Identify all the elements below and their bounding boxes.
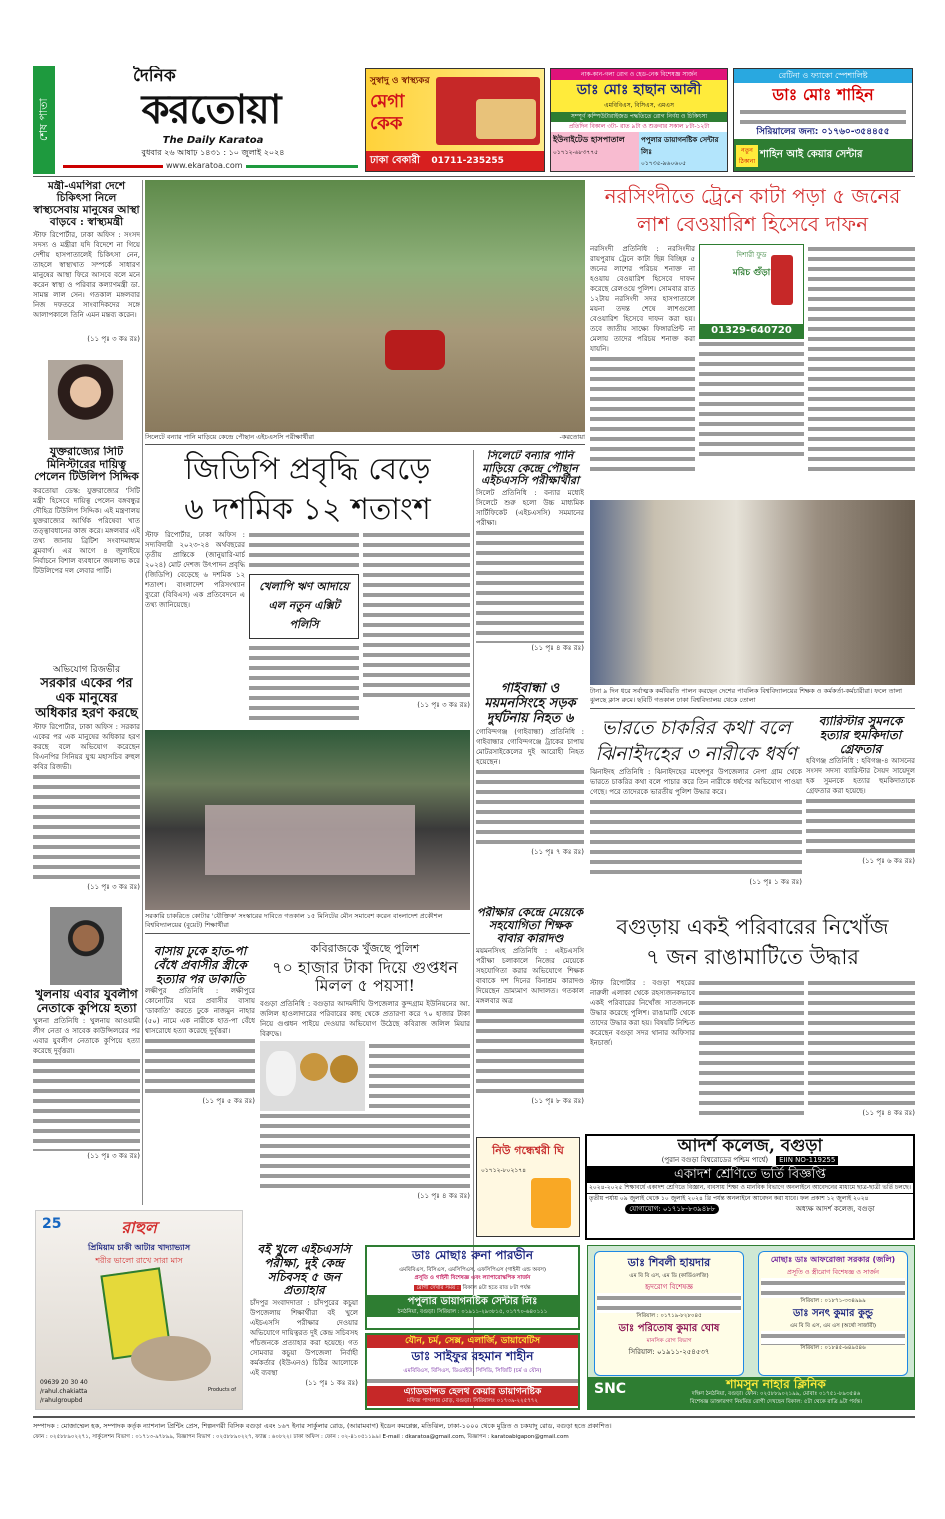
ad-shamsun-nahar-clinic [587,1245,915,1410]
story-body: সিলেট প্রতিনিধি : বন্যার মধ্যেই সিলেটে শুরু হলো উচ্চ মাধ্যমিক সার্টিফিকেট (এইচএসসি) সমমানের পরীক্ষা। [476,488,584,527]
eiin-number: EIIN NO-119255 [776,1156,838,1165]
center-name: পপুলার ডায়াগনষ্টিক সেন্টার লিঃ [367,1295,578,1309]
headline: বাসায় ঢুকে হাত-পা বেঁধে প্রবাসীর স্ত্রীকে হত্যার পর ডাকাতি [153,945,247,986]
contact-phone: যোগাযোগ: ০১৭১৮-৮৩৯৪৮৮ [625,1204,719,1214]
doctor-name: ডাঃ মোছাঃ রুনা পারভীন [411,1248,534,1262]
story-jhenaidah[interactable] [590,715,802,905]
clinic-address: দক্ষিণ ঠনঠনিয়া, বগুড়া। ফোন: ০২৫৮৮৯০২১৯৯, মোবাঃ ০১৭৫১-৮৯৩৫৪৬ [691,1391,861,1397]
caption-text: সিলেটে বন্যার পানি মাড়িয়ে কেন্দ্রে পৌছান এইচএসসি পরীক্ষার্থীরা [145,433,314,441]
ad-time: প্রতিদিন বিকাল ৩টা- রাত ৯টা ও শুক্রবার সকাল ৮টা-১২টা [568,123,710,130]
doctor-degrees: এমবিবিএস, বিসিএস, ডিএমইউ, সিসিডি, সিজিটি (চর্ম ও যৌন) [403,1368,542,1374]
story-body: নরসিংদী প্রতিনিধি : নরসিংদীর রায়পুরায় ট্রেনে কাটা ছিন্ন বিচ্ছিন্ন ৫ জনের লাশের পরিচয় শনাক্ত না হওয়ায় বেওয়ারিশ হিসেবে দাফন করেছে রেলওয়ে পুলিশ। সোমবার রাত ১২টায় নরসিংদী সদর হাসপাতালে ময়না তদন্ত শেষে লাশগুলো বেওয়ারিশ হিসেবে দাফন করা হয়। তবে জাতীয় সাক্ষ্যে ফিঙ্গারপ্রিন্ট না মেলায় তাদের পরিচয় শনাক্ত করা যায়নি। [590,245,695,353]
story-robbery[interactable] [145,945,255,1150]
story-bogura-family[interactable] [590,912,915,1132]
ad-brand: রাহুল [121,1218,157,1237]
ad-product: মেগা কেক [370,91,405,134]
kicker: কবিরাজকে খুঁজছে পুলিশ [310,942,420,955]
hospital-phone: ০১৭১২-৬৮৩৭৭৫ [553,149,599,156]
protest-photo-caption [145,912,470,934]
story-body: গোবিন্দগঞ্জ (গাইবান্ধা) প্রতিনিধি : গাইবান্ধার গোবিন্দগঞ্জে ট্রাকের চাপায় মোটরসাইকেলের দুই আরোহী নিহত হয়েছেন। [476,727,584,766]
new-address-badge: নতুন ঠিকানা [736,145,758,167]
story-body: স্টাফ রিপোর্টার, ঢাকা অফিস : সদ্যবিদায়ী ২০২৩-২৪ অর্থবছরের তৃতীয় প্রান্তিকে (জানুয়ারি-মার্চ ২০২৪) মোট দেশজ উৎপাদন প্রবৃদ্ধি (জিডিপি) বেড়েছে ৬ দশমিক ১২ শতাংশ। বাংলাদেশ পরিসংখ্যান ব্যুরো (বিবিএস) এক প্রতিবেদনে এ তথ্য জানিয়েছে। [145,531,245,609]
doctor2-specialty: মানসিক রোগ বিভাগ [646,1338,692,1344]
ad-adarsha-college [585,1134,915,1240]
clinic-logo: SNC [594,1381,627,1397]
continued-label: (১১ পৃঃ ১ কঃ রঃ) [305,1379,358,1388]
sub-headline-box: খেলাপি ঋণ আদায়ে এল নতুন এক্সিট পলিসি [249,574,359,639]
contact-line: ফোন : ০২৫৮৮৯০২২৭১, সার্কুলেশন বিভাগ : ০১৭১৩-৯৭৮৯৯, বিজ্ঞাপন বিভাগ : ০২৫৮৮৯০২২৭, ফ্যাক্স : ৬০৮২২। ঢাকা অফিস : ফোন : ০২-৪১০৫১১৯৯। E-mail : dkaratoa@gmail.com, বিজ্ঞাপন : karatoabigapon@gmail.com [33,1434,569,1440]
ad-dishari-chili [699,244,804,339]
headline: মন্ত্রী-এমপিরা দেশে চিকিৎসা নিলে স্বাস্থ্যসেবায় মানুষের আস্থা বাড়বে : স্বাস্থ্যমন্ত্রী [33,180,140,229]
headline-line2: ঝিনাইদহের ৩ নারীকে ধর্ষণ [595,743,797,765]
doctor1-degrees: এম বি বি এস, এম ডি (কার্ডিওলজি) [629,1273,709,1279]
section-label: শেষ পাতা [33,66,55,174]
hospital-name: ইউনাইটেড হাসপাতাল [553,135,625,144]
story-gdp[interactable] [145,450,470,725]
story-rizvi[interactable] [33,662,140,902]
story-sylhet-exam[interactable] [476,450,584,678]
clinic-note: বিশেষজ্ঞ ডাক্তারগণ নিয়মিত রোগী দেখছেন বিকাল: ৫টা থেকে রাত্রি ৯টা পর্যন্ত। [690,1399,862,1405]
story-body: স্টাফ রিপোর্টার, ঢাকা অফিস : সরকার একের পর এক মানুষের অধিকার হরণ করছে বলে অভিযোগ করেছেন বিএনপির সিনিয়র যুগ্ম মহাসচিব রুহুল কবির রিজভী। [33,722,140,771]
title-english: The Daily Karatoa [162,135,264,146]
continued-label: (১১ পৃঃ ৩ কঃ রঃ) [87,1151,140,1160]
buet-protest-photo [145,730,470,910]
ad-note: সম্পূর্ণ কম্পিউটারাইজড পদ্ধতিতে রোগ নির্ণয় ও চিকিৎসা [551,112,727,122]
admission-info: ২০২৪-২০২৫ শিক্ষাবর্ষে একাদশ শ্রেণিতে বিজ্ঞান, ব্যবসায় শিক্ষা ও মানবিক বিভাগে অনলাইনে আবেদনের মাধ্যমে ছাত্র-ছাত্রী ভর্তি চলছে। [587,1183,913,1194]
flood-exam-photo [145,180,585,432]
ad-dr-saifur-rahman [365,1333,580,1410]
center-name: শাহিন আই কেয়ার সেন্টার [760,149,863,160]
headline: সরকার একের পর এক মানুষের অধিকার হরণ করছে [35,676,138,721]
ad-phone: 09639 20 30 40 [40,1379,88,1386]
ad-dr-shahin [733,68,913,172]
serial-phone: মফিজ পাগলার মোড়, বগুড়া। সিরিয়ালঃ ০১৭৩৯-২২৫৭৭২ [367,1398,578,1406]
ad-dr-hasan-ali [550,68,728,172]
doctor1-serial: সিরিয়াল : ০১৭১৯-৮২৮০৪৫ [636,1313,702,1319]
imprint-line: সম্পাদক : মোজাম্মেল হক, সম্পাদক কর্তৃক ন্যাশনাল প্রিন্টিং প্রেস, শিল্পনগরী বিসিক বগুড়া এবং ১৬৭ ইনার সার্কুলার রোড, (আরামবাগ) ইডেন কমপ্লেক্স, মতিঝিল, ঢাকা-১০০০ থেকে মুদ্রিত ও চকযাদু রোড, বগুড়া হতে প্রকাশিত। [33,1422,612,1430]
continued-label: (১১ পৃঃ ৩ কঃ রঃ) [417,701,470,709]
doctor1-specialty: হৃদরোগ বিশেষজ্ঞ [645,1283,693,1291]
headline-line1: জিডিপি প্রবৃদ্ধি বেড়ে [184,452,431,487]
ad-phone: 01329-640720 [700,324,803,338]
continued-label: (১১ পৃঃ ৪ কঃ রঃ) [417,1191,470,1200]
continued-label: (১১ পৃঃ ৪ কঃ রঃ) [862,1109,915,1117]
continued-label: (১১ পৃঃ ৩ কঃ রঃ) [87,335,140,344]
cake-box-image [436,77,540,145]
continued-label: (১১ পৃঃ ৮ কঃ রঃ) [531,1096,584,1105]
photo-credit: -করতোয়া [559,433,585,441]
doctor4-name: ডাঃ সনৎ কুমার কুন্ডু [793,1308,873,1319]
ad-dr-runa-parvin [365,1245,580,1330]
clinic-name: শামসুন নাহার ক্লিনিক [726,1377,826,1391]
date: বুধবার ২৬ আষাঢ় ১৪৩১ : ১০ জুলাই ২০২৪ [141,148,285,157]
time-label: রোগী দেখার সময় : [416,1285,459,1291]
headline-line1: ভারতে চাকরির কথা বলে [601,717,791,739]
doctor-name: ডাঃ মোঃ শাহিন [772,85,874,104]
ad-brand: দিশারী ফুড [736,251,767,259]
continued-label: (১১ পৃঃ ৩ কঃ রঃ) [87,882,140,891]
story-tulip-siddiq[interactable] [33,446,140,658]
headline: ব্যারিস্টার সুমনকে হত্যার হুমকিদাতা গ্রেফতার [818,715,903,756]
ad-facebook: /rahul.chakiatta [40,1388,88,1395]
story-narsingdi[interactable] [590,182,915,497]
ad-rahul-atta [35,1210,243,1410]
college-address: (পুরান বগুড়া বিশ্বরোডের পশ্চিম পার্শ্বে) [661,1156,769,1164]
website-link[interactable]: www.ekaratoa.com [163,160,246,171]
doctor-specialty: প্রসূতি ও গাইনী বিশেষজ্ঞ এবং ল্যাপারোস্কপিক সার্জন [414,1275,531,1281]
doctor-name: ডাঃ সাইফুর রহমান শাহীন [411,1349,534,1363]
story-body: ঝিনাইদহ প্রতিনিধি : ঝিনাইদহের মহেশপুর উপজেলার নেপা গ্রাম থেকে ভারতে চাকরির কথা বলে পাচার করে তিন নারীকে ধর্ষণের অভিযোগ পাওয়া গেছে। পরে তাদেরকে ভারতীয় পুলিশ উদ্ধার করে। [590,768,802,796]
imprint-footer [33,1421,915,1449]
headline: সিলেটে বন্যার পানি মাড়িয়ে কেন্দ্রে পৌছান এইচএসসি পরীক্ষার্থীরা [480,450,580,488]
visit-time: বিকাল ৪টা হতে রাত ৮টা পর্যন্ত [462,1285,531,1291]
university-corridor-photo [590,500,915,685]
ad-header: যৌন, চর্ম, সেক্স, এলার্জি, ডায়াবেটিস [367,1335,578,1348]
caption-text: সরকারি চাকরিতে কোটার 'যৌক্তিক' সংস্কারের দাবিতে গতকাল ১৫ মিনিটের মৌন সমাবেশ করেন বাংলাদেশ প্রকৌশল বিশ্ববিদ্যালয়ের (বুয়েট) শিক্ষার্থীরা [145,912,443,929]
headline: খুলনায় এবার যুবলীগ নেতাকে কুপিয়ে হত্যা [35,988,138,1015]
tulip-siddiq-photo [48,360,123,440]
ad-phone: 01711-235255 [431,156,504,166]
ad-line1: প্রিমিয়াম চাকী আটার খাদ্যাভ্যাস [87,1243,191,1252]
headline-line1: বগুড়ায় একই পরিবারের নিখোঁজ [616,915,889,939]
doctor-name: ডাঃ মোঃ হাছান আলী [576,82,702,98]
headline: যুক্তরাজ্যের সিটি মিনিস্টারের দায়িত্ব পেলেন টিউলিপ সিদ্দিক [34,446,139,484]
doctor2-serial: সিরিয়াল: ০১৯১১-২৫৪৫৩৭ [628,1348,710,1356]
coins-photo [260,1041,365,1111]
headline-line1: নরসিংদীতে ট্রেনে কাটা পড়া ৫ জনের [604,184,901,208]
headline: গাইবান্ধা ও ময়মনসিংহে সড়ক দুর্ঘটনায় নিহত ৬ [484,682,576,726]
products-of-label: Products of [208,1387,236,1393]
ad-header: নাক-কান-গলা রোগ ও হেড-নেক বিশেষজ্ঞ সার্জন [551,69,727,80]
anniversary-badge: 25 [42,1216,62,1232]
continued-label: (১১ পৃঃ ৭ কঃ রঃ) [531,847,584,856]
ad-header: রেটিনা ও ফ্যাকো স্পেশালিষ্ট [734,69,912,83]
center-phone: ০১৭৩৫-৯৬০৬০৫ [641,160,687,167]
ad-phone: ০১৭১২-৮০২১৭৪ [481,1167,527,1174]
continued-label: (১১ পৃঃ ৬ কঃ রঃ) [862,857,915,866]
center-name: পপুলার ডায়াগনষ্টিক সেন্টার লিঃ [641,136,719,156]
continued-label: (১১ পৃঃ ৫ কঃ রঃ) [202,1097,255,1106]
headline-line2: ৭ জন রাঙামাটিতে উদ্ধার [646,945,859,969]
doctor3-specialty: প্রসূতি ও স্ত্রীরোগ বিশেষজ্ঞ ও সার্জন [786,1268,880,1276]
continued-label: (১১ পৃঃ ১ কঃ রঃ) [749,878,802,886]
doctor4-serial: সিরিয়াল : ০১৮৪৫-৬৪৯৫৪৬ [800,1345,866,1351]
doctor2-name: ডাঃ পরিতোষ কুমার ঘোষ [618,1323,720,1334]
headline-line1: ৭০ হাজার টাকা দিয়ে গুপ্তধন [272,958,458,977]
headline: পরীক্ষার কেন্দ্রে মেয়েকে সহযোগিতা শিক্ষক বাবার কারাদণ্ড [476,906,584,946]
ad-brand: ঢাকা বেকারী [370,155,420,166]
story-body: ময়মনসিংহ প্রতিনিধি : এইচএসসি পরীক্ষা চলাকালে নিজের মেয়েকে সহযোগিতা করার অভিযোগে শিক্ষক বাবাকে দশ দিনের বিনাশ্রম কারাদণ্ড দিয়েছেন ভ্রাম্যমাণ আদালত। গতকাল মঙ্গলবার অত্র [476,946,584,1005]
university-photo-caption [590,687,915,709]
story-barrister-sumon[interactable] [806,715,915,905]
headline-line2: লাশ বেওয়ারিশ হিসেবে দাফন [636,212,869,236]
flood-photo-caption [145,433,585,445]
center-name: এ্যাডভান্সড হেলথ কেয়ার ডায়াগনষ্টিক [367,1386,578,1398]
ad-dhaka-bakery [365,68,545,172]
ad-tagline: সুস্বাদু ও স্বাস্থ্যকর [370,76,430,86]
caption-text: টানা ৯ দিন ধরে সর্বাত্মক কর্মবিরতি পালন করছেন দেশের পাবলিক বিশ্ববিদ্যালয়ের শিক্ষক ও কর্মকর্তা-কর্মচারীরা। ফলে তালা ঝুলছে ক্লাস রুমে। ছবিটি গতকাল ঢাকা বিশ্ববিদ্যালয় থেকে তোলা [590,687,903,704]
masthead [33,66,360,174]
ad-line2: শরীর ভালো রাখে সারা মাস [95,1256,183,1265]
ad-gandheshwari-ghee [476,1137,580,1237]
story-hsc-book[interactable] [250,1243,358,1413]
college-name: আদর্শ কলেজ, বগুড়া [677,1136,823,1156]
story-body: স্টাফ রিপোর্টার, ঢাকা অফিস : সংসদ সদস্য ও মন্ত্রীরা যদি বিদেশে না গিয়ে দেশীয় হাসপাতালেই চিকিৎসা নেন, তাহলে স্বাস্থ্যখাত সম্পর্কে সাধারণ মানুষের আস্থা ফিরে আসবে বলে মনে করেন স্বাস্থ্য ও পরিবার কল্যাণমন্ত্রী ডা. সামন্ত লাল সেন। গতকাল মঙ্গলবার নিজ দফতরে সাংবাদিকদের সঙ্গে আলাপকালে তিনি এমন মন্তব্য করেন। [33,231,140,320]
doctor-degrees: এমবিবিএস, বিসিএস, এমসিপিএস, এফসিপিএস (গাইনী এন্ড অবস) [398,1267,547,1273]
doctor3-serial: সিরিয়াল : ০১৮৭১-৩৩৪৯৯৯ [800,1298,866,1304]
serial-phone: ঠনঠনিয়া, বগুড়া। সিরিয়াল : ০১৯১১-২৯৩৮১৫, ০১৭৭০-৬৪০১১১ [367,1309,578,1317]
story-exam-teacher[interactable] [476,906,584,1134]
story-body: বগুড়া প্রতিনিধি : বগুড়ার আদমদীঘি উপজেলার কুন্দগ্রাম ইউনিয়নের আ. জলিল হাওলাদারের পরিবারের কাছ থেকে প্রতারণা করে ৭০ হাজার টাকা নিয়ে গুপ্তধন পাইয়ে দেওয়ার অভিযোগ উঠেছে কবিরাজ জলিল মিয়ার বিরুদ্ধে। [260,999,470,1038]
kicker: অভিযোগ রিজভীর [52,665,121,675]
ad-product: মরিচ গুঁড়া [732,268,771,278]
story-body: খুলনা প্রতিনিধি : খুলনায় আওয়ামী লীগ নেতা ও সাবেক কাউন্সিলরের পর এবার যুবলীগ নেতাকে কুপিয়ে হত্যা করেছে দুর্বৃত্তরা। [33,1016,140,1055]
newspaper-title: করতোয়া [141,86,281,133]
title-small: দৈনিক [133,66,176,86]
jubo-league-leader-photo [50,907,122,985]
doctor4-degrees: এম বি বি এস, এম এস (অর্থো সার্জারী) [789,1323,877,1329]
doctor-degrees: এমবিবিএস, বিসিএস, এমএস [604,102,674,109]
doctor3-name: মোছাঃ ডাঃ আফরোজা সরকার (জলি) [770,1255,896,1264]
story-kabiraj[interactable] [260,940,470,1240]
headline-line2: ৬ দশমিক ১২ শতাংশ [184,492,431,527]
headline: বই খুলে এইচএসসি পরীক্ষা, দুই কেন্দ্র সচিবসহ ৫ জন প্রত্যাহার [257,1243,351,1298]
admission-title: একাদশ শ্রেণিতে ভর্তি বিজ্ঞপ্তি [587,1166,913,1183]
story-khulna-murder[interactable] [33,988,140,1203]
continued-label: (১১ পৃঃ ৪ কঃ রঃ) [531,643,584,652]
principal-sign: অধ্যক্ষ আদর্শ কলেজ, বগুড়া [795,1205,875,1213]
story-health-minister[interactable] [33,180,140,355]
ad-title: নিউ গন্ধেশ্বরী ঘি [492,1144,564,1157]
admission-dates: তৃতীয় পর্যায় ০৯ জুলাই থেকে ১০ জুলাই ২০২৪ খ্রি পর্যন্ত অনলাইনে আবেদন করা যাবে। ফল প্রকাশ ১২ জুলাই ২০২৪ [589,1195,869,1202]
doctor1-name: ডাঃ শিবলী হায়দার [627,1256,711,1269]
headline-line2: মিলল ৫ পয়সা! [315,976,415,996]
story-road-accident[interactable] [476,682,584,902]
story-body: চাঁদপুর সংবাদদাতা : চাঁদপুরের কচুয়া উপজেলায় শিক্ষার্থীরা বই খুলে এইচএসসি পরীক্ষার দেওয়ার অভিযোগে দায়িত্বরত দুই কেন্দ্র সচিবসহ পাঁচজনকে প্রত্যাহার করা হয়েছে। গত সোমবার কচুয়া উপজেলা নির্বাহী কর্মকর্তার (ইউএনও) চিঠির আলোকে এই ব্যবস্থা [250,1299,358,1378]
serial-phone: সিরিয়ালের জন্য: ০১৭৬০-৩৫৪৪৫৫ [756,127,890,137]
story-body: স্টাফ রিপোর্টার : বগুড়া শহরের নারুলী এলাকা থেকে রহস্যজনকভাবে একই পরিবারের নিখোঁজ সাতজনকে উদ্ধার করেছে পুলিশ। রাঙামাটি থেকে তাদের উদ্ধার করা হয়। বিষয়টি নিশ্চিত করেছেন বগুড়া সদর থানার অফিসার ইনচার্জ। [590,979,695,1047]
story-body: করতোয়া ডেস্ক: যুক্তরাজ্যের 'সিটি মন্ত্রী' হিসেবে দায়িত্ব পেলেন বঙ্গবন্ধুর দৌহিত্র টিউলিপ সিদ্দিক। এই মন্ত্রণালয় যুক্তরাজ্যের আর্থিক পরিষেবা খাত তত্ত্বাবধানের কাজ করে। মঙ্গলবার এই তথ্য জানায় ব্রিটিশ সংবাদমাধ্যম ব্লুমবার্গ। এর আগে ৪ জুলাইয়ে নির্বাচনে বিশাল ব্যবধানে জয়লাভ করে টিউলিপের দল লেবার পার্টি। [33,486,140,575]
story-body: লক্ষীপুর প্রতিনিধি : লক্ষীপুরে কোনোটির ঘরে প্রবাসীর বাসায় 'ডাকাতি' করতে ঢুকে নাজমুন নাহার (৫০) নামে এক নারীকে হাত-পা বেঁধে শ্বাসরোধে হত্যা করেছে দুর্বৃত্তরা। [145,987,255,1036]
ad-social: /rahulgroupbd [40,1397,83,1404]
story-body: হবিগঞ্জ প্রতিনিধি : হবিগঞ্জ-৪ আসনের সংসদ সদস্য ব্যারিস্টার সৈয়দ সায়েদুল হক সুমনকে হত্যার হুমকিদাতাকে গ্রেফতার করা হয়েছে। [806,757,915,796]
